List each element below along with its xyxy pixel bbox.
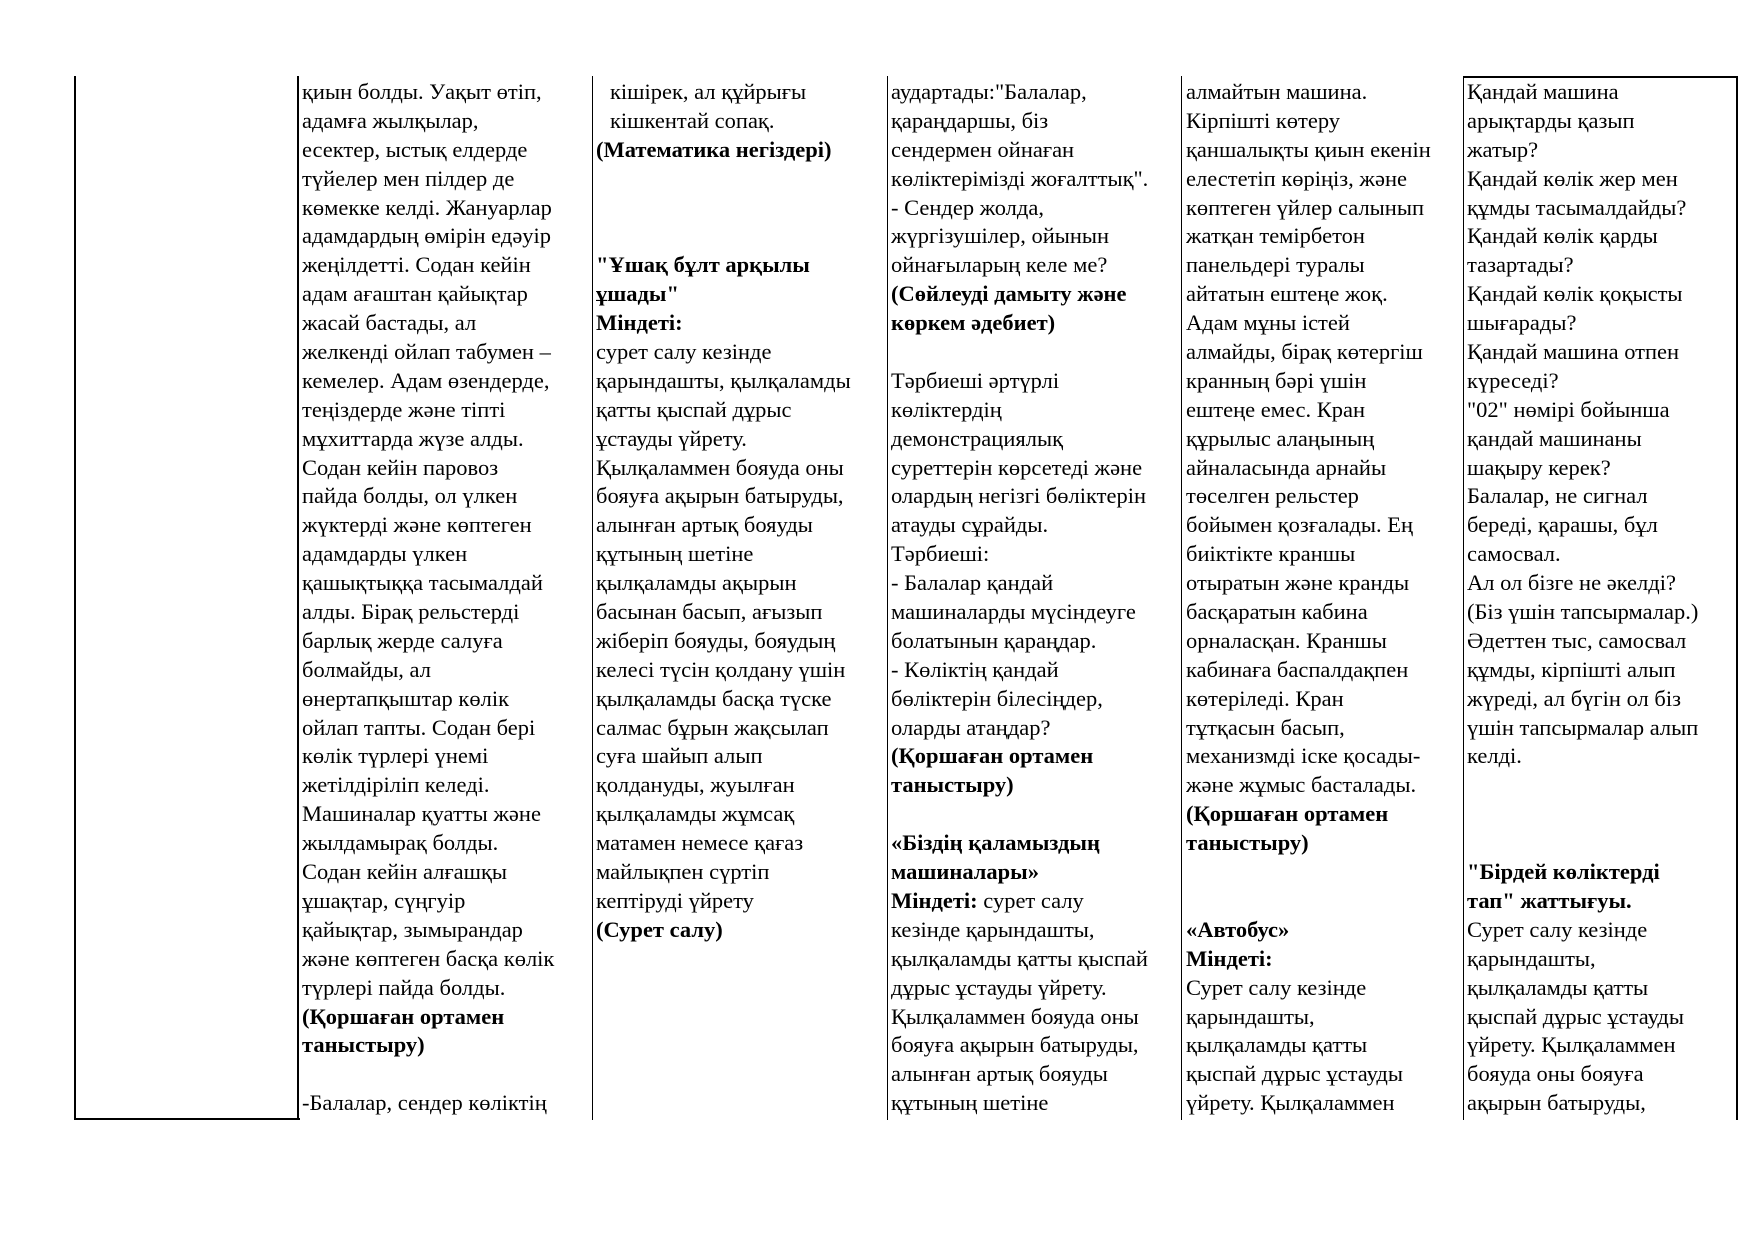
text-line: және жұмыс басталады. — [1186, 772, 1417, 798]
text-line: кезінде қарындашты, — [891, 916, 1095, 942]
line-rest: сурет салу — [977, 887, 1084, 913]
text-line: құмды тасымалдайды? — [1467, 194, 1687, 220]
text-line: қандай машинаны — [1467, 425, 1642, 451]
text-line — [302, 1060, 590, 1089]
text-line — [596, 194, 885, 223]
table-left-border — [74, 76, 76, 1120]
text-line: дұрыс ұстауды үйрету. — [891, 974, 1107, 1000]
text-line: көлік түрлері үнемі — [302, 743, 489, 769]
text-line: ұшақтар, сүңгуір — [302, 887, 466, 913]
text-line: үйрету. Қылқаламмен — [1467, 1032, 1676, 1058]
text-line — [596, 222, 885, 251]
text-line: шақыру керек? — [1467, 454, 1611, 480]
text-line: биіктікте краншы — [1186, 541, 1356, 567]
text-line: бөліктерін білесіңдер, — [891, 685, 1103, 711]
text-line: демонстрациялық — [891, 425, 1064, 451]
text-line: Қандай көлік жер мен — [1467, 165, 1678, 191]
text-line: төселген рельстер — [1186, 483, 1359, 509]
text-line: жүреді, ал бүгін ол біз — [1467, 685, 1681, 711]
text-line: пайда болды, ол үлкен — [302, 483, 518, 509]
text-line: кептіруді үйрету — [596, 887, 754, 913]
text-line: көптеген үйлер салынып — [1186, 194, 1424, 220]
bold-label: Міндеті: — [891, 887, 978, 913]
text-line: - Балалар қандай — [891, 570, 1054, 596]
text-line: "02" нөмірі бойынша — [1467, 396, 1670, 422]
text-line: Қандай көлік қоқысты — [1467, 281, 1683, 307]
text-line: матамен немесе қағаз — [596, 830, 804, 856]
text-line: Міндеті: — [596, 310, 683, 336]
text-line: түрлері пайда болды. — [302, 974, 506, 1000]
text-line: айтатын ештеңе жоқ. — [1186, 281, 1388, 307]
text-line: - Сендер жолда, — [891, 194, 1044, 220]
text-line: адамдарды үлкен — [302, 541, 468, 567]
text-line: олардың негізгі бөліктерін — [891, 483, 1147, 509]
text-line: (Қоршаған ортамен — [302, 1003, 505, 1029]
text-line: (Қоршаған ортамен — [891, 743, 1094, 769]
column-divider-4 — [1181, 76, 1182, 1120]
text-line: алмайды, бірақ көтергіш — [1186, 339, 1423, 365]
text-line: қарындашты, — [1467, 945, 1596, 971]
text-line — [596, 165, 885, 194]
text-line: «Автобус» — [1186, 916, 1290, 942]
text-line: орналасқан. Краншы — [1186, 627, 1387, 653]
text-line: сендермен ойнаған — [891, 136, 1075, 162]
text-line — [1467, 800, 1735, 829]
text-line: қылқаламды қатты — [1186, 1032, 1368, 1058]
text-line: бойымен қозғалады. Ең — [1186, 512, 1414, 538]
text-line: қылқаламды жұмсақ — [596, 801, 795, 827]
text-line: береді, қарашы, бұл — [1467, 512, 1658, 538]
text-line: бояуға ақырын батыруды, — [891, 1032, 1139, 1058]
text-line — [1186, 858, 1461, 887]
text-line — [891, 800, 1179, 829]
column-divider-2 — [592, 76, 593, 1120]
column-3-text — [891, 78, 1179, 1118]
text-line: қылқаламды ақырын — [596, 570, 797, 596]
text-line: Қандай машина — [1467, 79, 1619, 104]
text-line: ештеңе емес. Кран — [1186, 396, 1366, 422]
text-line: Машиналар қуатты және — [302, 801, 541, 827]
text-line: қыспай дұрыс ұстауды — [1467, 1003, 1684, 1029]
text-line: таныстыру) — [302, 1032, 425, 1058]
text-line: бояуда оны бояуға — [1467, 1061, 1644, 1087]
text-line: Адам мұны істей — [1186, 310, 1350, 336]
text-line: қолдануды, жуылған — [596, 772, 795, 798]
text-line: отыратын және кранды — [1186, 570, 1410, 596]
text-line — [891, 338, 1179, 367]
column-4-text — [1186, 78, 1461, 1118]
text-line: кішкентай сопақ. — [610, 107, 775, 133]
text-line: (Қоршаған ортамен — [1186, 801, 1389, 827]
text-line: жасай бастады, ал — [302, 310, 477, 336]
text-line: Міндеті: — [1186, 945, 1273, 971]
text-line: ойнағыларың келе ме? — [891, 252, 1108, 278]
text-line: қарындашты, — [1186, 1003, 1315, 1029]
text-line: қаншалықты қиын екенін — [1186, 136, 1431, 162]
text-line: ұшады" — [596, 281, 679, 307]
text-line: келді. — [1467, 743, 1522, 769]
text-line: адамға жылқылар, — [302, 107, 479, 133]
text-line: ұстауды үйрету. — [596, 425, 747, 451]
text-line: құрылыс алаңының — [1186, 425, 1375, 451]
column-divider-5 — [1463, 76, 1464, 1120]
text-line: Балалар, не сигнал — [1467, 483, 1648, 509]
text-line: жатқан темірбетон — [1186, 223, 1365, 249]
text-line: кішірек, ал құйрығы — [610, 79, 807, 104]
text-line: құмды, кірпішті алып — [1467, 656, 1676, 682]
text-line: суреттерін көрсетеді және — [891, 454, 1143, 480]
text-line: барлық жерде салуға — [302, 627, 503, 653]
text-line: қылқаламды қатты — [1467, 974, 1649, 1000]
text-line: кемелер. Адам өзендерде, — [302, 367, 550, 393]
text-line: ойлап тапты. Содан бері — [302, 714, 536, 740]
text-line: алынған артық бояуды — [891, 1061, 1108, 1087]
text-line: қылқаламды басқа түске — [596, 685, 832, 711]
text-line: (Сурет салу) — [596, 916, 723, 942]
text-line: қараңдаршы, біз — [891, 107, 1049, 133]
text-line: машиналары» — [891, 859, 1039, 885]
text-line: таныстыру) — [891, 772, 1014, 798]
text-line: - Көліктің қандай — [891, 656, 1059, 682]
text-line: қайықтар, зымырандар — [302, 916, 523, 942]
text-line: жүктерді және көптеген — [302, 512, 532, 538]
text-line: көмекке келді. Жануарлар — [302, 194, 552, 220]
text-line: түйелер мен пілдер де — [302, 165, 515, 191]
text-line — [891, 887, 1179, 916]
text-line: қылқаламды қатты қыспай — [891, 945, 1148, 971]
text-line: Сурет салу кезінде — [1467, 916, 1648, 942]
text-line: Ал ол бізге не әкелді? — [1467, 570, 1676, 596]
text-line: теңіздерде және тіпті — [302, 396, 506, 422]
text-line: сурет салу кезінде — [596, 339, 772, 365]
text-line: жетілдіріліп келеді. — [302, 772, 490, 798]
text-line: (Сөйлеуді дамыту және — [891, 281, 1127, 307]
text-line: болатынын қараңдар. — [891, 627, 1097, 653]
text-line: Қылқаламмен бояуда оны — [891, 1003, 1139, 1029]
text-line: самосвал. — [1467, 541, 1561, 567]
text-line: панельдері туралы — [1186, 252, 1365, 278]
text-line: алмайтын машина. — [1186, 79, 1368, 104]
text-line: мұхиттарда жүзе алды. — [302, 425, 524, 451]
text-line: басынан басып, ағызып — [596, 599, 823, 625]
text-line: айналасында арнайы — [1186, 454, 1387, 480]
text-line: күреседі? — [1467, 367, 1559, 393]
text-line: ақырын батыруды, — [1467, 1090, 1646, 1116]
text-line: көліктердің — [891, 396, 1002, 422]
column-divider-1 — [297, 76, 299, 1120]
text-line: "Ұшақ бұлт арқылы — [596, 252, 810, 278]
text-line: басқаратын кабина — [1186, 599, 1368, 625]
text-line: қарындашты, қылқаламды — [596, 367, 851, 393]
text-line: "Бірдей көліктерді — [1467, 859, 1660, 885]
text-line: желкенді ойлап табумен – — [302, 339, 551, 365]
text-line: салмас бұрын жақсылап — [596, 714, 829, 740]
text-line: механизмді іске қосады- — [1186, 743, 1421, 769]
text-line: машиналарды мүсіндеуге — [891, 599, 1136, 625]
table-right-border — [1736, 76, 1738, 1120]
column-2-text — [596, 78, 885, 945]
text-line: Қандай машина отпен — [1467, 339, 1680, 365]
text-line: құтының шетіне — [596, 541, 754, 567]
text-line: шығарады? — [1467, 310, 1577, 336]
text-line: Сурет салу кезінде — [1186, 974, 1367, 1000]
text-line: майлықпен сүртіп — [596, 859, 770, 885]
text-line: «Біздің қаламыздың — [891, 830, 1100, 856]
text-line: және көптеген басқа көлік — [302, 945, 555, 971]
text-line: үшін тапсырмалар алып — [1467, 714, 1699, 740]
text-line: Содан кейін алғашқы — [302, 859, 508, 885]
text-line: тазартады? — [1467, 252, 1574, 278]
text-line: жеңілдетті. Содан кейін — [302, 252, 531, 278]
text-line: қатты қыспай дұрыс — [596, 396, 792, 422]
text-line: құтының шетіне — [891, 1090, 1049, 1116]
text-line: жылдамырақ болды. — [302, 830, 499, 856]
text-line: Содан кейін паровоз — [302, 454, 499, 480]
text-line: Қандай көлік қарды — [1467, 223, 1658, 249]
text-line — [1467, 771, 1735, 800]
text-line: жүргізушілер, ойынын — [891, 223, 1110, 249]
column-1-text — [302, 78, 590, 1118]
text-line: -Балалар, сендер көліктің — [302, 1090, 547, 1116]
text-line: оларды атаңдар? — [891, 714, 1051, 740]
text-line: суға шайып алып — [596, 743, 763, 769]
text-line: Тәрбиеші әртүрлі — [891, 367, 1060, 393]
text-line: алды. Бірақ рельстерді — [302, 599, 520, 625]
text-line: алынған артық бояуды — [596, 512, 813, 538]
text-line: тұтқасын басып, — [1186, 714, 1345, 740]
text-line: Тәрбиеші: — [891, 541, 990, 567]
text-line: кабинаға баспалдақпен — [1186, 656, 1409, 682]
text-line: қиын болды. Уақыт өтіп, — [302, 79, 542, 104]
text-line: Кірпішті көтеру — [1186, 107, 1341, 133]
text-line: кранның бәрі үшін — [1186, 367, 1367, 393]
text-line: үйрету. Қылқаламмен — [1186, 1090, 1395, 1116]
text-line: жіберіп бояуды, бояудың — [596, 627, 836, 653]
text-line: көркем әдебиет) — [891, 310, 1056, 336]
column-divider-3 — [887, 76, 888, 1120]
text-line: адам ағаштан қайықтар — [302, 281, 528, 307]
text-line: адамдардың өмірін едәуір — [302, 223, 552, 249]
text-line: келесі түсін қолдану үшін — [596, 656, 846, 682]
text-line: арықтарды қазып — [1467, 107, 1635, 133]
text-line: қашықтыққа тасымалдай — [302, 570, 543, 596]
text-line: (Математика негіздері) — [596, 136, 832, 162]
text-line: бояуға ақырын батыруды, — [596, 483, 844, 509]
text-line: аудартады:"Балалар, — [891, 79, 1087, 104]
text-line: Қылқаламмен бояуда оны — [596, 454, 844, 480]
text-line — [1467, 829, 1735, 858]
text-line: таныстыру) — [1186, 830, 1309, 856]
text-line: болмайды, ал — [302, 656, 431, 682]
text-line: есектер, ыстық елдерде — [302, 136, 528, 162]
text-line: көліктерімізді жоғалттық". — [891, 165, 1149, 191]
text-line: елестетіп көріңіз, және — [1186, 165, 1407, 191]
text-line: көтеріледі. Кран — [1186, 685, 1344, 711]
text-line: жатыр? — [1467, 136, 1539, 162]
text-line: атауды сұрайды. — [891, 512, 1049, 538]
text-line: қыспай дұрыс ұстауды — [1186, 1061, 1403, 1087]
text-line: Әдеттен тыс, самосвал — [1467, 627, 1687, 653]
text-line: (Біз үшін тапсырмалар.) — [1467, 599, 1699, 625]
table-bottom-border — [74, 1118, 300, 1120]
column-5-text — [1467, 78, 1735, 1118]
text-line: өнертапқыштар көлік — [302, 685, 510, 711]
text-line: тап" жаттығуы. — [1467, 887, 1632, 913]
text-line — [1186, 887, 1461, 916]
